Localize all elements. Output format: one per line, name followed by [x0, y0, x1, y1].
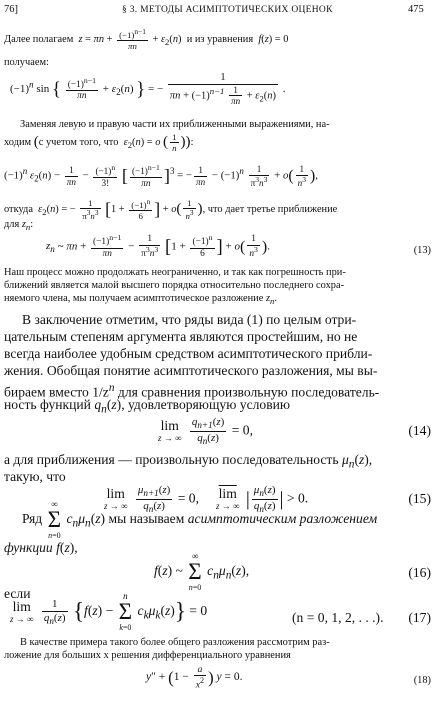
- paragraph-8-line-2: ложение для больших x решения дифференциального уравнения: [4, 650, 291, 661]
- page-number-right: 475: [408, 4, 424, 15]
- paragraph-5-line-3: всегда наиболее удобным средством асимптотического прибли-: [4, 346, 373, 361]
- equation-14: lim z → ∞ $\frac{q_{n+1}(z)}{q_n(z)}$ = 0,: [158, 416, 253, 446]
- paragraph-1-line-2: получаем:: [4, 57, 49, 68]
- paragraph-5-line-2: цательным степеням аргумента являются простейшим, но не: [4, 329, 358, 344]
- equation-17: lim z → ∞ $\frac{1}{q_n(z)}$ {f(z) − n Σ k=0 $c_k\mu_k(z)\} = 0$: [10, 591, 208, 633]
- page-number-left: 76]: [4, 4, 18, 15]
- paragraph-3-line-1: откуда $\varepsilon_2(n)$ = − $\frac{1}{\pi^3n^3}$ [1 + $\frac{(-1)^n}{6}$ ] + o( $\frac{1}{n^3}$ ), что дает третье приближение: [4, 197, 338, 222]
- paragraph-4-line-1: Наш процесс можно продолжать неограниченно, и так как погрешность при-: [4, 267, 346, 278]
- equation-number-14: (14): [408, 423, 431, 438]
- paragraph-3-line-2: для $z_n$:: [4, 219, 34, 233]
- paragraph-7-line-3: если: [4, 586, 31, 601]
- paragraph-4-line-3: няемого члена, мы получаем асимптотическое разложение $z_n$.: [4, 293, 277, 307]
- equation-number-15: (15): [408, 491, 431, 506]
- fraction: $\frac{(-1)^{n-1}}{\pi n}$: [119, 27, 146, 52]
- paragraph-7-line-1: Ряд ∞ Σ n=0 $c_n\mu_n(z)$ мы называем асимптотическим разложением: [22, 499, 378, 541]
- equation-15: lim z → ∞ $\frac{\mu_{n+1}(z)}{q_n(z)}$ = 0, $\overline{lim}$ z → ∞ | $\frac{\mu_n(z)}{q_n(z)}$ | > 0.: [104, 484, 309, 514]
- paragraph-4-line-2: ближений является малой высшего порядка относительно последнего сохра-: [4, 280, 345, 291]
- equation-number-18: (18): [413, 675, 431, 686]
- paragraph-5-line-5: бираем вместо $1/z^n$ для сравнения произвольную последователь-: [4, 382, 380, 400]
- paragraph-5-line-1: В заключение отметим, что ряды вида (1) по целым отри-: [22, 312, 357, 327]
- paragraph-7-line-2: функции f(z),: [4, 540, 78, 555]
- paragraph-2-line-2: ходим (с учетом того, что $\varepsilon_2(n) = o$ ( $\frac{1}{n}$ )):: [4, 132, 194, 154]
- n-values: (n = 0, 1, 2, . . .).: [292, 610, 384, 625]
- equation-18: y″ + (1 − $\frac{a}{x^2}$ ) y = 0.: [146, 664, 243, 691]
- equation-13: $z_n$ ~ πn + $\frac{(-1)^{n-1}}{\pi n}$ − $\frac{1}{\pi^3n^3}$ [1 + $\frac{(-1)^n}{6}$ ] + o( $\frac{1}{n^3}$ ).: [46, 233, 270, 259]
- paragraph-5-line-6: ность функций $q_n(z)$, удовлетворяющую условию: [4, 397, 291, 416]
- paragraph-6-line-2: такую, что: [4, 469, 66, 484]
- equation-expansion: $(-1)^n$ $\varepsilon_2(n)$ − $\frac{1}{\pi n}$ − $\frac{(-1)^n}{3!}$ [ $\frac{(-1)^{n-1}}{\pi n}$ ]$^3$ = − $\frac{1}{\pi n}$ − $(-1)^n$ $\frac{1}{\pi^3n^3}$ + o( $\frac{1}{n^3}$ ),: [4, 163, 318, 188]
- equation-16: f(z) ~ ∞ Σ n=0 $c_n\mu_n(z)$,: [154, 551, 250, 593]
- equation-number-17: (17): [408, 610, 431, 625]
- equation-number-13: (13): [413, 245, 431, 256]
- paragraph-2-line-1: Заменяя левую и правую части их приближенными выражениями, на-: [20, 119, 330, 130]
- paragraph-6-line-1: а для приближения — произвольную последовательность $\mu_n(z)$,: [4, 452, 373, 471]
- paragraph-8-line-1: В качестве примера такого более общего разложения рассмотрим раз-: [20, 637, 330, 648]
- running-head: § 3. МЕТОДЫ АСИМПТОТИЧЕСКИХ ОЦЕНОК: [122, 5, 333, 15]
- equation-number-16: (16): [408, 565, 431, 580]
- paragraph-5-line-4: жения. Обобщая понятие асимптотического разложения, мы вы-: [4, 363, 378, 378]
- equation-sine: $(-1)^n$ sin { $\frac{(-1)^{n-1}}{\pi n}$ + $\varepsilon_2(n)$ } = − 1 $\pi n + (-1)^{n-1}$ $\frac{1}{\pi n}$ + $\varepsilon_2(n)$ .: [10, 72, 286, 107]
- paragraph-1-line-1: Далее полагаем z = πn + $\frac{(-1)^{n-1}}{\pi n}$ + $\varepsilon_2(n)$ и из уравнения f(z) = 0: [4, 27, 289, 52]
